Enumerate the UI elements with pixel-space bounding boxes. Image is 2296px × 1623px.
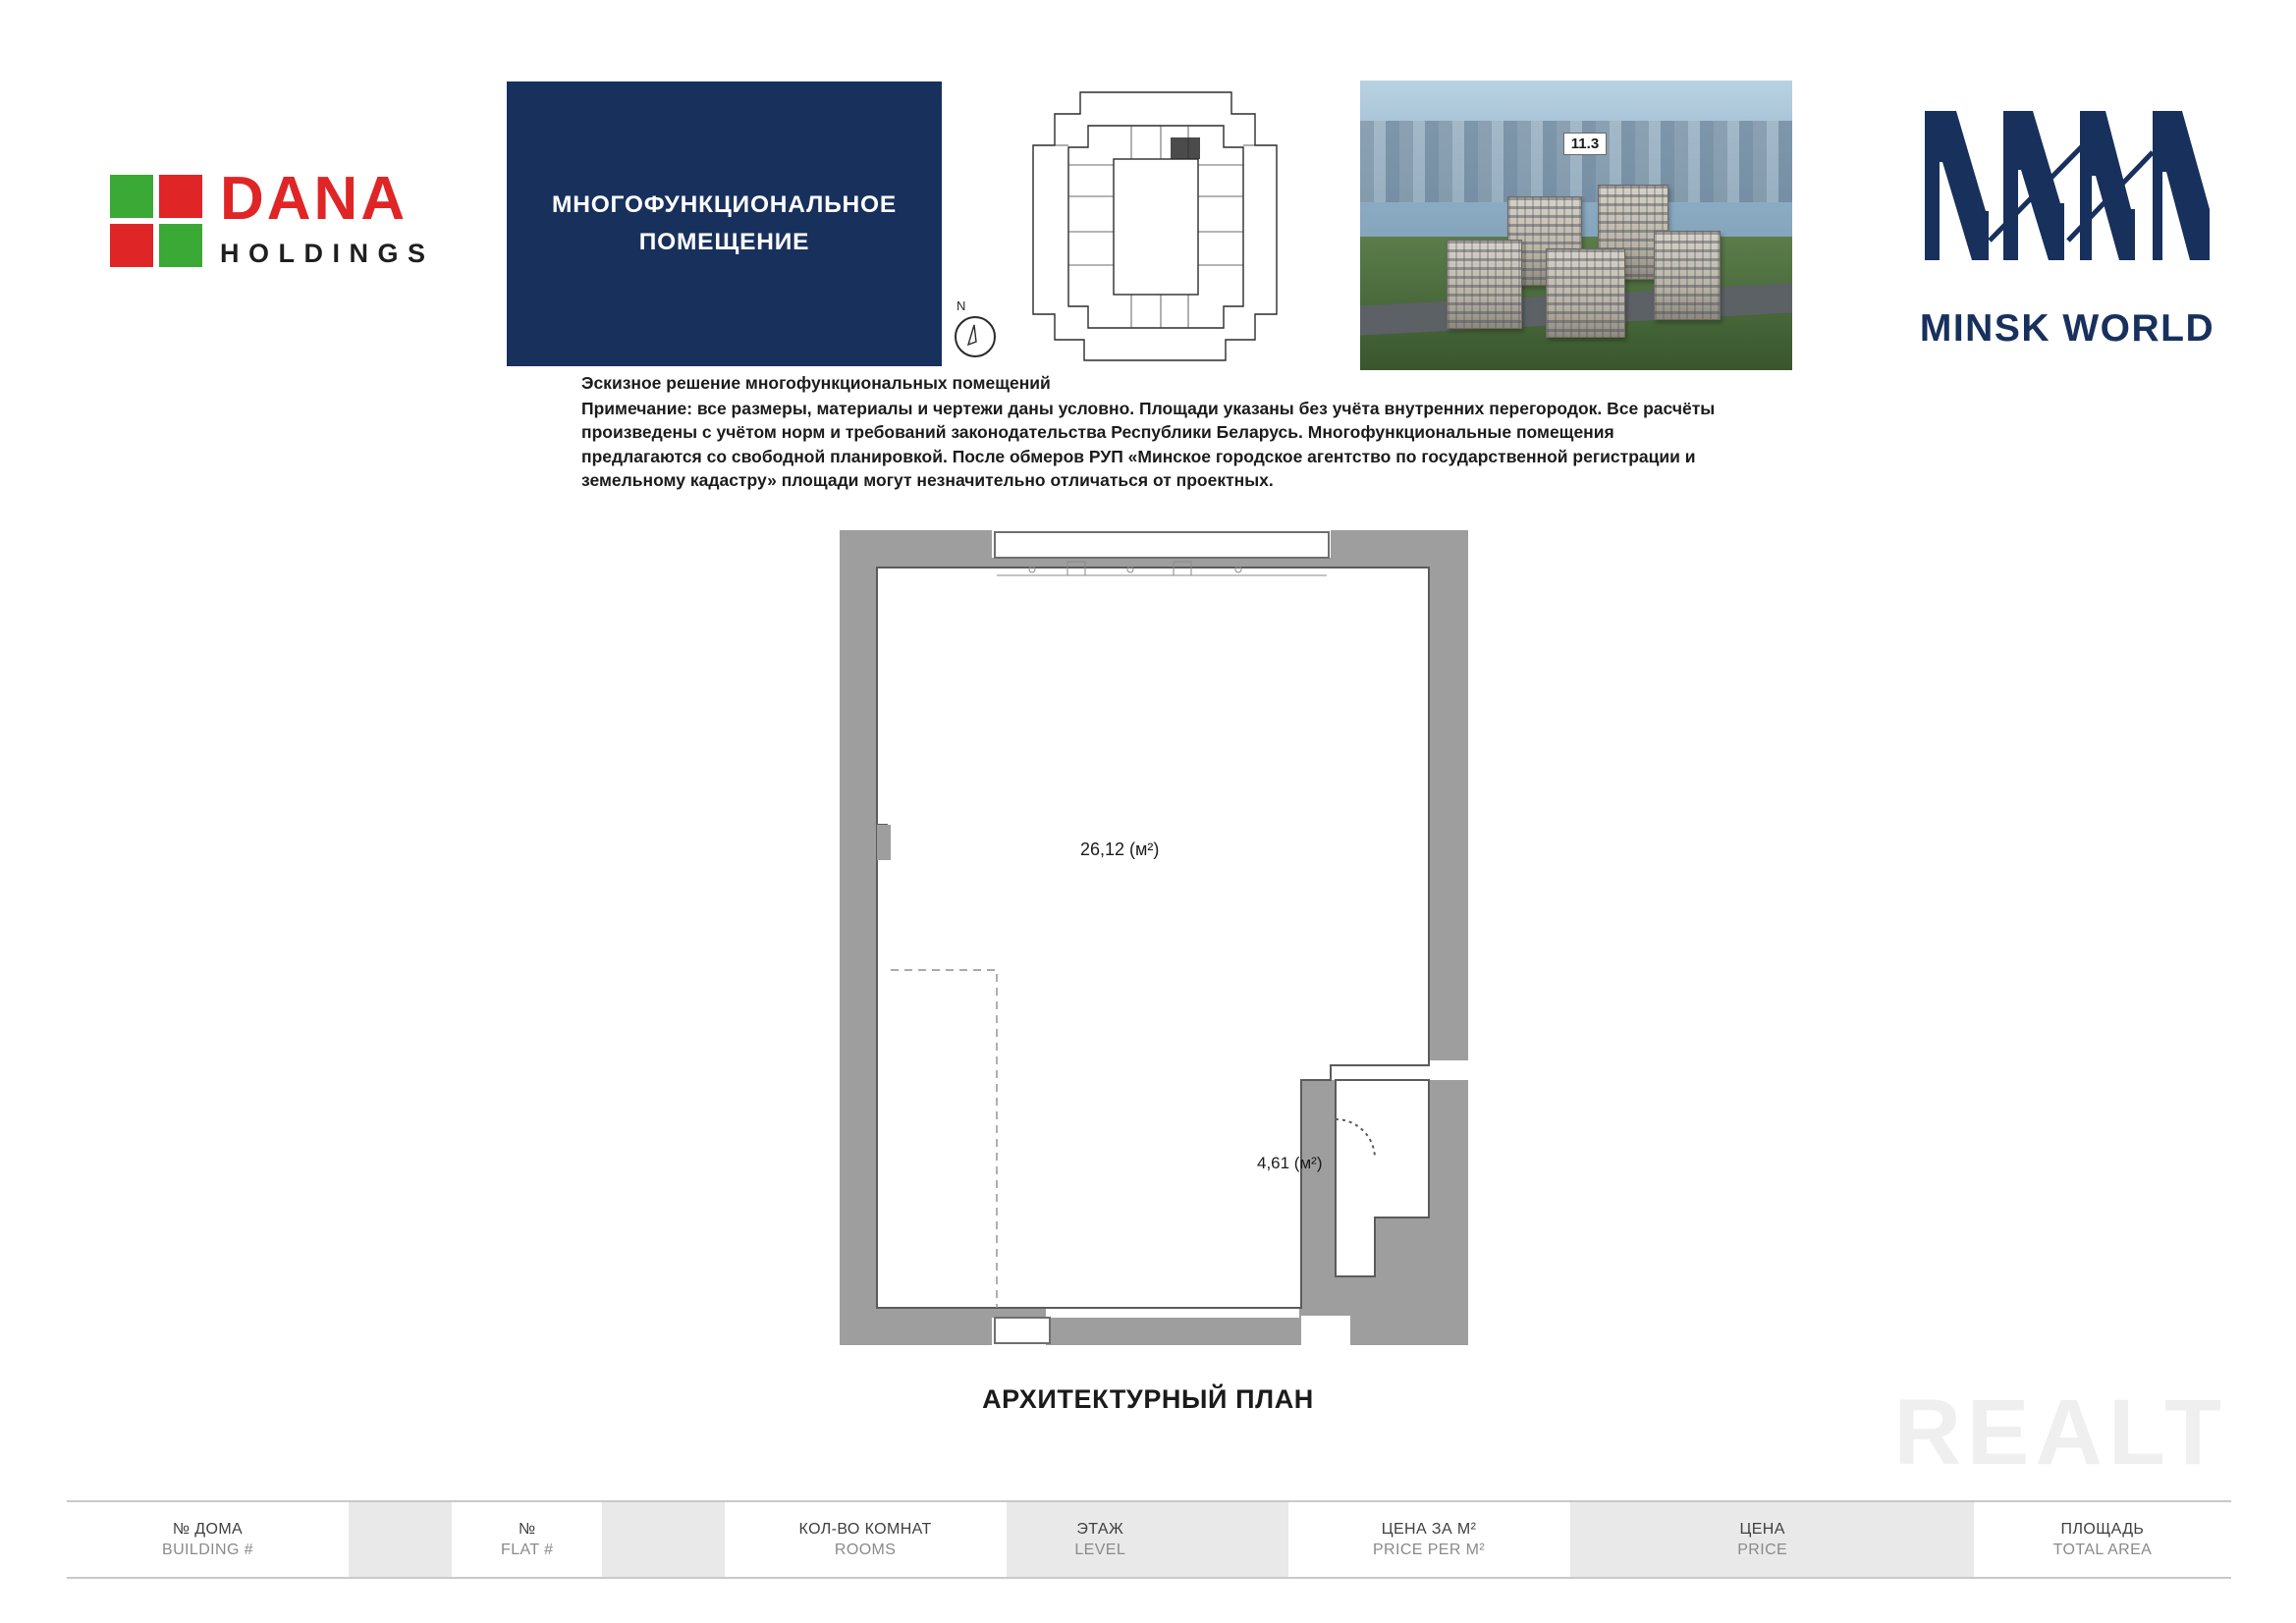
mw-monogram-icon — [1895, 93, 2239, 299]
footer-rooms-en: ROOMS — [834, 1542, 897, 1558]
footer-price-value — [1852, 1502, 1974, 1577]
project-render-photo — [1360, 81, 1792, 370]
note-line-1: Эскизное решение многофункциональных помещений — [581, 373, 1051, 393]
document-title-line2: ПОМЕЩЕНИЕ — [638, 229, 810, 255]
footer-total-area-en: TOTAL AREA — [2052, 1542, 2153, 1558]
plan-caption: АРХИТЕКТУРНЫЙ ПЛАН — [982, 1384, 1314, 1414]
footer-price-per-m-header — [1288, 1502, 1570, 1577]
specification-footer — [67, 1500, 2231, 1579]
note-line-2: Примечание: все размеры, материалы и чертежи даны условно. Площади указаны без учёта внутренних перегородок. Все расчёты произведены с учётом норм и требований законодательства Республики Беларусь. Многофункциональные помещения предлагаются со свободной планировкой. После обмеров РУП «Минское городское агентство по государственной регистрации и земельному кадастру» площади могут незначительно отличаться от проектных. — [581, 398, 1716, 490]
footer-price-header — [1673, 1502, 1852, 1577]
dana-wordmark: DANA — [220, 165, 409, 233]
realt-watermark: REALT — [1893, 1380, 2227, 1485]
compass-needle-icon — [962, 322, 986, 348]
footer-flat-header — [452, 1502, 602, 1577]
dana-holdings-logo — [110, 167, 483, 275]
floor-plan — [840, 530, 1468, 1345]
footer-rooms-ru: КОЛ-ВО КОМНАТ — [798, 1521, 932, 1538]
footer-level-ru: ЭТАЖ — [1076, 1521, 1124, 1538]
room-area-label-main: 26,12 (м²) — [1080, 839, 1160, 859]
footer-flat-value — [602, 1502, 724, 1577]
footer-building-en: BUILDING # — [162, 1542, 253, 1558]
compass-icon — [951, 298, 1010, 365]
page-header — [0, 39, 2296, 350]
footer-level-header — [1007, 1502, 1194, 1577]
footer-price-ru: ЦЕНА — [1739, 1521, 1785, 1538]
footer-flat-en: FLAT # — [501, 1542, 554, 1558]
minsk-world-logo — [1895, 93, 2239, 358]
floor-plan-drawing — [840, 530, 1468, 1345]
footer-rooms-header — [725, 1502, 1007, 1577]
footer-flat-ru: № — [518, 1521, 536, 1538]
footer-price-per-m-en: PRICE PER M² — [1372, 1542, 1486, 1558]
footer-level-en: LEVEL — [1074, 1542, 1126, 1558]
document-title-line1: МНОГОФУНКЦИОНАЛЬНОЕ — [552, 191, 897, 218]
compass-north-label: N — [957, 298, 966, 313]
building-number-tag: 11.3 — [1563, 133, 1607, 155]
disclaimer-note — [581, 371, 1730, 493]
footer-building-ru: № ДОМА — [172, 1521, 244, 1538]
minsk-world-wordmark: MINSK WORLD — [1919, 307, 2215, 350]
footer-price-per-m-ru: ЦЕНА ЗА М² — [1381, 1521, 1477, 1538]
dana-subtitle: HOLDINGS — [220, 239, 435, 268]
key-plan-diagram — [1023, 86, 1288, 366]
footer-building-value — [349, 1502, 452, 1577]
footer-building-header — [67, 1502, 349, 1577]
footer-level-value — [1194, 1502, 1288, 1577]
footer-total-area-header — [1974, 1502, 2231, 1577]
footer-price-per-m-value — [1570, 1502, 1673, 1577]
footer-price-en: PRICE — [1737, 1542, 1788, 1558]
footer-total-area-ru: ПЛОЩАДЬ — [2060, 1521, 2145, 1538]
dana-squares-icon — [110, 175, 204, 269]
room-area-label-secondary: 4,61 (м²) — [1257, 1154, 1323, 1172]
document-title-block — [507, 81, 942, 366]
